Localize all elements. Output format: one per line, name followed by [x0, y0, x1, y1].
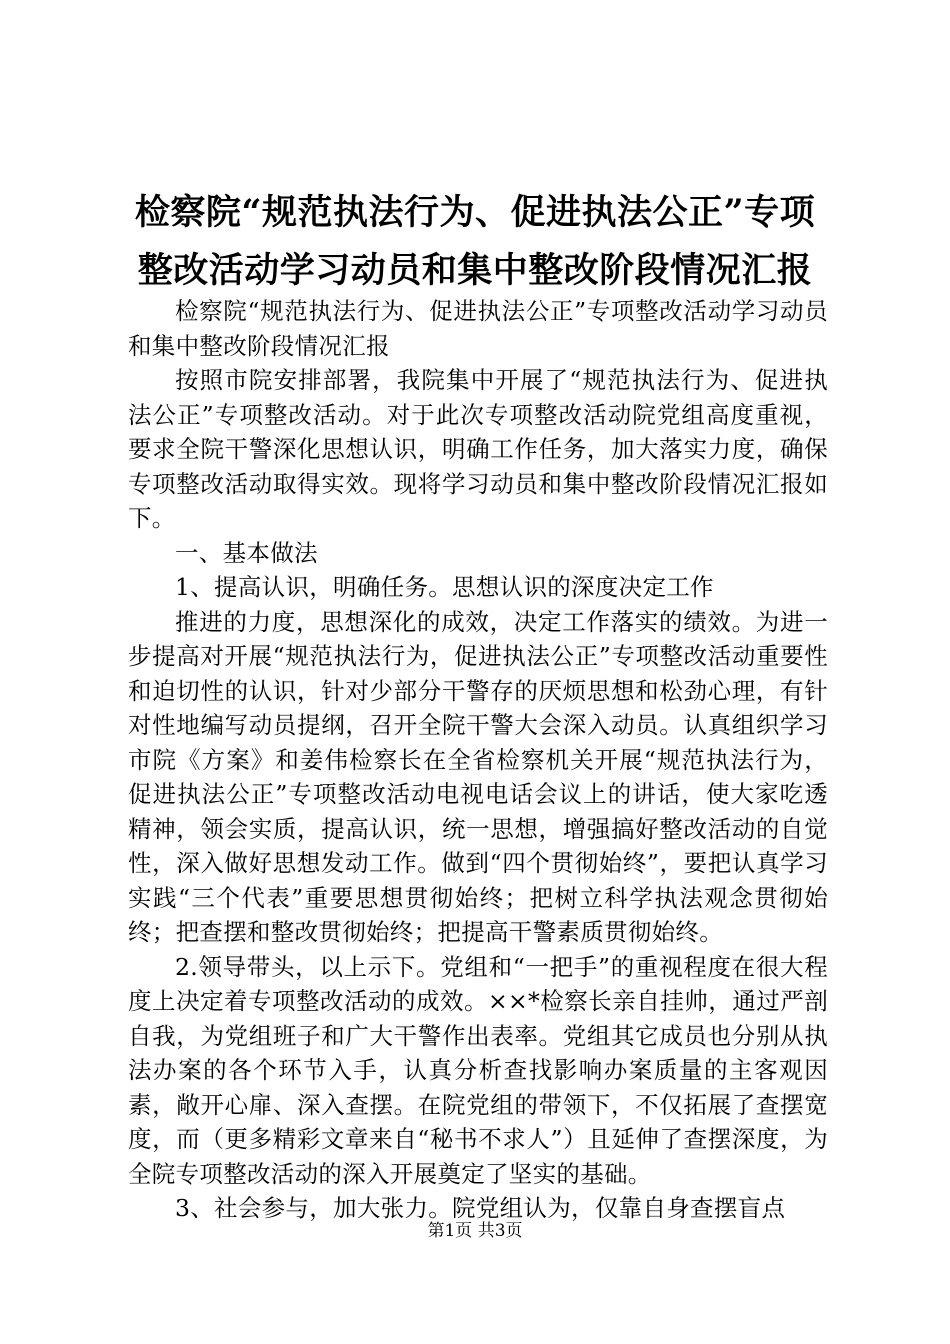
document-title — [100, 184, 850, 300]
paragraph-intro: 按照市院安排部署，我院集中开展了“规范执法行为、促进执法公正”专项整改活动。对于此次专项整改活动院党组高度重视，要求全院干警深化思想认识，明确工作任务，加大落实力度，确保专项整改活动取得实效。现将学习动员和集中整改阶段情况汇报如下。 — [128, 366, 828, 532]
paragraph-point-1-body: 推进的力度，思想深化的成效，决定工作落实的绩效。为进一步提高对开展“规范执法行为，促进执法公正”专项整改活动重要性和迫切性的认识，针对少部分干警存的厌烦思想和松劲心理，有针对性地编写动员提纲，召开全院干警大会深入动员。认真组织学习市院《方案》和姜伟检察长在全省检察机关开展“规范执法行为，促进执法公正”专项整改活动电视电话会议上的讲话，使大家吃透精神，领会实质，提高认识，统一思想，增强搞好整改活动的自觉性，深入做好思想发动工作。做到“四个贯彻始终”，要把认真学习实践“三个代表”重要思想贯彻始终；把树立科学执法观念贯彻始终；把查摆和整改贯彻始终；把提高干警素质贯彻始终。 — [128, 607, 828, 946]
title-line-2: 整改活动学习动员和集中整改阶段情况汇报 — [137, 250, 813, 291]
paragraph-repeated-title: 检察院“规范执法行为、促进执法公正”专项整改活动学习动员和集中整改阶段情况汇报 — [128, 297, 828, 360]
section-heading-basic-practices: 一、基本做法 — [175, 538, 318, 567]
paragraph-point-3: 3、社会参与，加大张力。院党组认为，仅靠自身查摆盲点 — [175, 1194, 786, 1222]
paragraph-point-1-heading: 1、提高认识，明确任务。思想认识的深度决定工作 — [175, 573, 714, 601]
document-body — [128, 294, 828, 1226]
title-line-1: 检察院“规范执法行为、促进执法公正”专项 — [134, 192, 816, 233]
page-number-footer: 第1页 共3页 — [427, 1221, 523, 1241]
paragraph-point-2: 2.领导带头，以上示下。党组和“一把手”的重视程度在很大程度上决定着专项整改活动的成效。××*检察长亲自挂帅，通过严剖自我，为党组班子和广大干警作出表率。党组其它成员也分别从执法办案的各个环节入手，认真分析查找影响办案质量的主客观因素，敞开心扉、深入查摆。在院党组的带领下，不仅拓展了查摆宽度，而（更多精彩文章来自“秘书不求人”）且延伸了查摆深度，为全院专项整改活动的深入开展奠定了坚实的基础。 — [128, 952, 828, 1188]
